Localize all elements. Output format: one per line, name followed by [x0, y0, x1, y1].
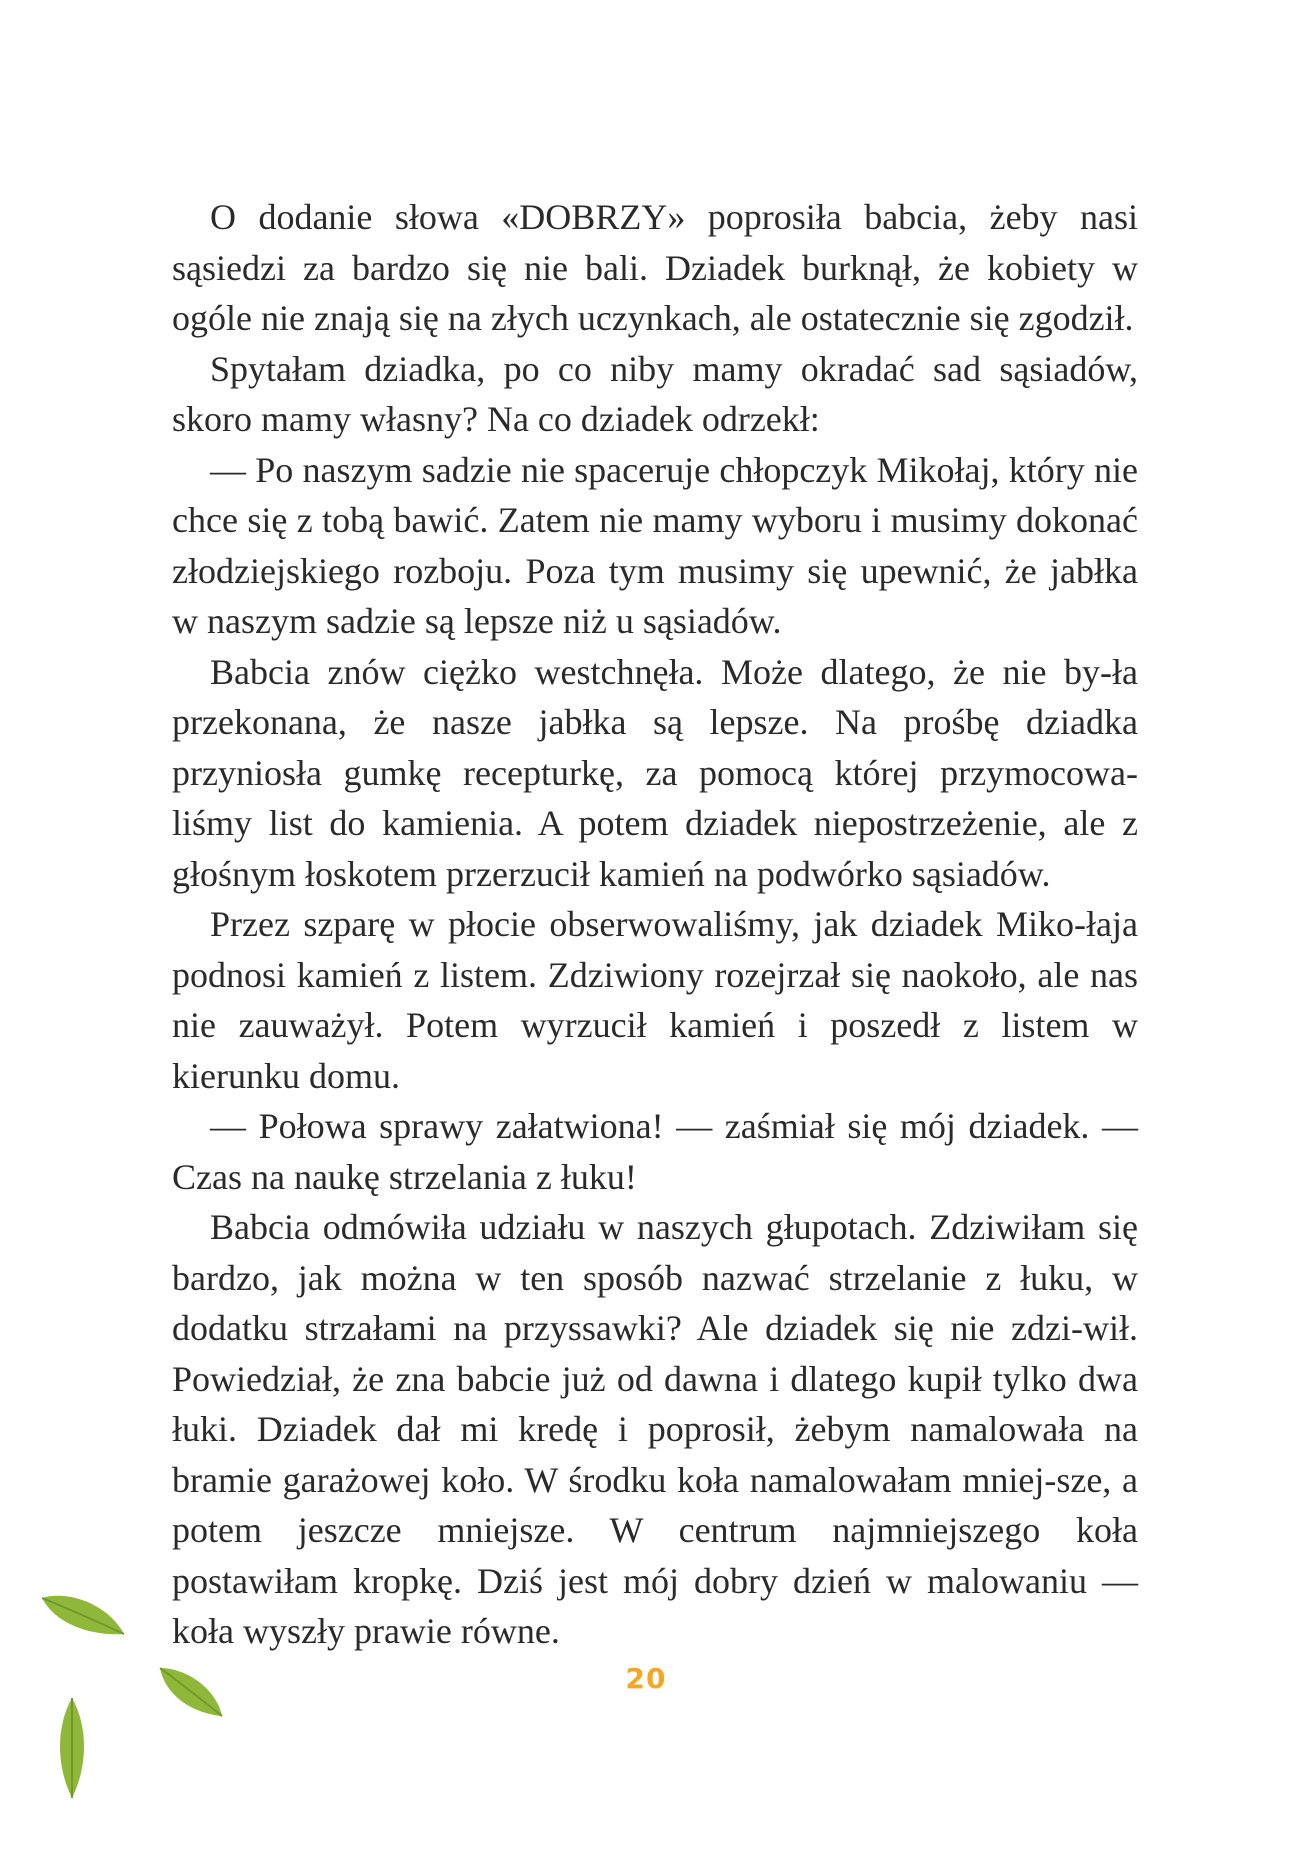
paragraph: Babcia odmówiła udziału w naszych głupotach. Zdziwiłam się bardzo, jak można w ten sposób nazwać strzelanie z łuku, w dodatku strzałami na przyssawki? Ale dziadek się nie zdzi-wił. Powiedział, że zna babcie już od dawna i dlatego kupił tylko dwa łuki. Dziadek dał mi kredę i poprosił, żebym namalowała na bramie garażowej koło. W środku koła namalowałam mniej-sze, a potem jeszcze mniejsze. W centrum najmniejszego koła postawiłam kropkę. Dziś jest mój dobry dzień w malowaniu — koła wyszły prawie równe. [172, 1207, 1138, 1651]
paragraph: Babcia znów ciężko westchnęła. Może dlatego, że nie by-ła przekonana, że nasze jabłka są lepsze. Na prośbę dziadka przyniosła gumkę recepturkę, za pomocą której przymocowa-liśmy list do kamienia. A potem dziadek niepostrzeżenie, ale z głośnym łoskotem przerzucił kamień na podwórko sąsiadów. [172, 651, 1138, 894]
paragraph: Przez szparę w płocie obserwowaliśmy, jak dziadek Miko-łaja podnosi kamień z listem. Zdziwiony rozejrzał się naokoło, ale nas nie zauważył. Potem wyrzucił kamień i poszedł z listem w kierunku domu. [172, 904, 1138, 1096]
paragraph: Spytałam dziadka, po co niby mamy okradać sad sąsiadów, skoro mamy własny? Na co dziadek odrzekł: [172, 348, 1138, 439]
page-body-text [172, 192, 1138, 1657]
leaf-icon [156, 1664, 226, 1720]
page-number: 20 [625, 1662, 667, 1695]
paragraph: — Połowa sprawy załatwiona! — zaśmiał się mój dziadek. — Czas na naukę strzelania z łuku! [172, 1106, 1138, 1197]
paragraph: O dodanie słowa «DOBRZY» poprosiła babcia, żeby nasi sąsiedzi za bardzo się nie bali. Dziadek burknął, że kobiety w ogóle nie znają się na złych uczynkach, ale ostatecznie się zgodził. [172, 197, 1138, 338]
leaf-icon [54, 1696, 90, 1800]
paragraph: — Po naszym sadzie nie spaceruje chłopczyk Mikołaj, który nie chce się z tobą bawić. Zatem nie mamy wyboru i musimy dokonać złodziejskiego rozboju. Poza tym musimy się upewnić, że jabłka w naszym sadzie są lepsze niż u sąsiadów. [172, 449, 1138, 641]
leaf-icon [38, 1590, 128, 1642]
